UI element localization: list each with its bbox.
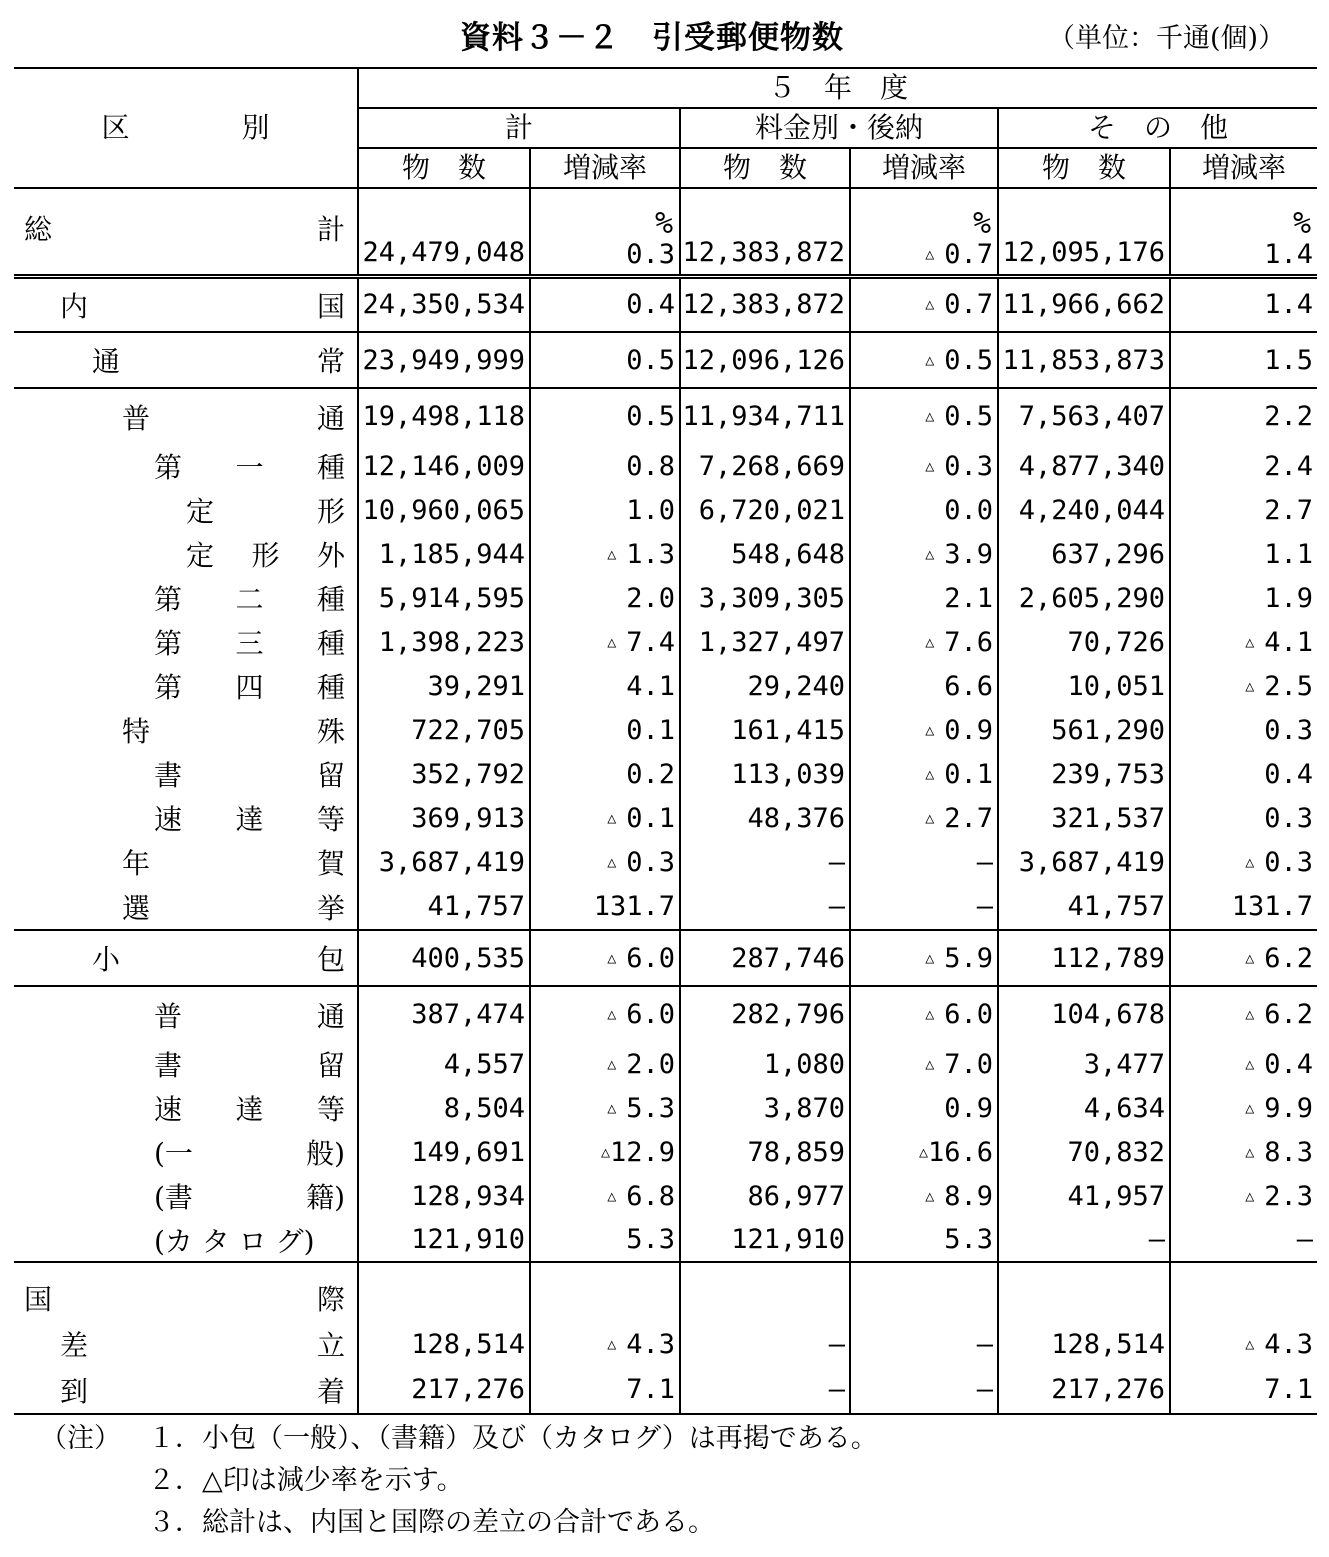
page-title: 資料３－２ 引受郵便物数 [460, 20, 844, 56]
count-cell: 3,687,419 [358, 840, 530, 884]
count-cell [998, 1262, 1170, 1322]
count-cell: 4,634 [998, 1086, 1170, 1130]
count-cell: 48,376 [680, 796, 850, 840]
rate-cell: 1.1 [1264, 538, 1314, 570]
rate-cell: △ 7.6 [850, 620, 998, 664]
rate-cell: 4.1 [530, 664, 680, 708]
rate-cell: △ 0.9 [850, 708, 998, 752]
rate-cell: △ 2.7 [850, 796, 998, 840]
table-row [14, 532, 1317, 576]
table-row [14, 1218, 1317, 1262]
row-label: 速 達 等 [14, 796, 358, 840]
count-cell: 3,309,305 [680, 576, 850, 620]
count-cell: 387,474 [358, 986, 530, 1042]
rate-cell: △ 0.1 [850, 752, 998, 796]
count-cell: 19,498,118 [358, 388, 530, 444]
count-cell: 1,185,944 [358, 532, 530, 576]
count-cell: 5,914,595 [358, 576, 530, 620]
rate-cell: △ 3.9 [850, 532, 998, 576]
rate-cell: △ 0.5 [850, 388, 998, 444]
rate-cell: △ 1.3 [530, 532, 680, 576]
count-cell: 3,870 [680, 1086, 850, 1130]
rate-cell: △ 8.9 [850, 1174, 998, 1218]
rate-cell: 2.4 [1264, 450, 1314, 482]
count-cell: 78,859 [680, 1130, 850, 1174]
note-row [40, 1502, 1300, 1544]
table-row [14, 1174, 1317, 1218]
note-row [40, 1418, 1300, 1460]
rate-cell: △ 0.3 [530, 840, 680, 884]
rate-cell: 131.7 [1231, 891, 1314, 922]
rate-cell: △ 0.4 [1245, 1048, 1314, 1080]
count-cell: 11,934,711 [680, 388, 850, 444]
count-cell: — [680, 1366, 850, 1414]
row-label: 年 賀 [14, 840, 358, 884]
rate-cell: △ 0.7 [850, 276, 998, 332]
rate-cell: 0.0 [850, 488, 998, 532]
rate-cell: △ 6.8 [530, 1174, 680, 1218]
table-row [14, 576, 1317, 620]
count-cell: 12,096,126 [680, 332, 850, 388]
rate-cell: △ 6.2 [1245, 999, 1314, 1030]
rate-cell: △ 9.9 [1245, 1092, 1314, 1124]
count-cell: 287,746 [680, 930, 850, 986]
table-row [14, 388, 1317, 444]
count-cell: 113,039 [680, 752, 850, 796]
note-row [40, 1460, 1300, 1502]
table-row [14, 930, 1317, 986]
row-label: (カ タ ロ グ) [14, 1218, 358, 1262]
rate-cell: 7.1 [1264, 1374, 1314, 1405]
count-cell: 10,051 [998, 664, 1170, 708]
rate-cell: △ 4.3 [530, 1322, 680, 1366]
table-row [14, 796, 1317, 840]
count-cell: 369,913 [358, 796, 530, 840]
rate-cell: △ 8.3 [1245, 1136, 1314, 1168]
rate-cell: 2.2 [1264, 401, 1314, 432]
count-cell: 1,327,497 [680, 620, 850, 664]
rate-cell: 1.0 [530, 488, 680, 532]
rate-cell: 0.5 [530, 332, 680, 388]
table-row [14, 752, 1317, 796]
row-label: 定 形 [14, 488, 358, 532]
rate-cell: % 1.4 [1264, 205, 1314, 270]
rate-cell: 0.4 [530, 276, 680, 332]
count-cell: 4,877,340 [998, 444, 1170, 488]
rate-cell: 0.2 [530, 752, 680, 796]
rate-cell: — [850, 840, 998, 884]
rate-header: 増減率 [1170, 148, 1317, 188]
note-text: １．小包（一般）、（書籍）及び（カタログ）は再掲である。 [148, 1423, 878, 1454]
count-cell: 2,605,290 [998, 576, 1170, 620]
table-row [14, 1262, 1317, 1322]
note-text: ２．△印は減少率を示す。 [148, 1465, 464, 1496]
count-cell: 128,514 [358, 1322, 530, 1366]
count-cell: 282,796 [680, 986, 850, 1042]
rate-cell: 6.6 [850, 664, 998, 708]
count-cell: 70,832 [998, 1130, 1170, 1174]
rate-cell: △ 0.3 [850, 444, 998, 488]
notes [40, 1418, 1300, 1544]
rate-cell: — [850, 884, 998, 930]
rate-cell [850, 1262, 998, 1322]
rate-cell: 2.1 [850, 576, 998, 620]
table-row [14, 1086, 1317, 1130]
rate-cell: △16.6 [850, 1130, 998, 1174]
count-cell [358, 1262, 530, 1322]
count-cell: 217,276 [998, 1366, 1170, 1414]
count-cell: 1,080 [680, 1042, 850, 1086]
count-cell: 41,757 [998, 884, 1170, 930]
count-cell: 8,504 [358, 1086, 530, 1130]
row-label: (書 籍) [14, 1174, 358, 1218]
rate-cell: 0.9 [850, 1086, 998, 1130]
rate-cell: 1.4 [1264, 289, 1314, 321]
rate-cell: 2.7 [1264, 494, 1314, 526]
rate-cell: 0.5 [530, 388, 680, 444]
rate-cell: △ 5.3 [530, 1086, 680, 1130]
rate-cell: △ 0.3 [1245, 846, 1314, 878]
rate-cell: 0.8 [530, 444, 680, 488]
rate-cell: 1.5 [1264, 344, 1314, 376]
row-label: 小 包 [14, 930, 358, 986]
count-cell: 128,514 [998, 1322, 1170, 1366]
count-cell: 12,146,009 [358, 444, 530, 488]
row-label: 内 国 [14, 276, 358, 332]
rate-cell: △ 6.0 [850, 986, 998, 1042]
count-cell: 217,276 [358, 1366, 530, 1414]
count-cell: 4,557 [358, 1042, 530, 1086]
count-cell: 7,563,407 [998, 388, 1170, 444]
row-label: 定 形 外 [14, 532, 358, 576]
count-cell: 128,934 [358, 1174, 530, 1218]
rate-header: 増減率 [530, 148, 680, 188]
count-cell: 12,383,872 [680, 188, 850, 276]
rate-cell: 2.0 [530, 576, 680, 620]
count-cell: 39,291 [358, 664, 530, 708]
rate-cell: △12.9 [530, 1130, 680, 1174]
count-cell: 12,383,872 [680, 276, 850, 332]
count-cell: 29,240 [680, 664, 850, 708]
row-label: (一 般) [14, 1130, 358, 1174]
rate-cell: △ 6.0 [530, 986, 680, 1042]
row-label: 普 通 [14, 986, 358, 1042]
count-cell: 321,537 [998, 796, 1170, 840]
group-bulk-header: 料金別・後納 [680, 108, 998, 148]
category-header: 区 別 [14, 68, 358, 188]
table-row [14, 884, 1317, 930]
rate-cell: △ 7.0 [850, 1042, 998, 1086]
rate-cell: 7.1 [530, 1366, 680, 1414]
rate-cell: 0.4 [1264, 758, 1314, 790]
count-cell: 86,977 [680, 1174, 850, 1218]
count-cell: 548,648 [680, 532, 850, 576]
count-cell: 637,296 [998, 532, 1170, 576]
table-row [14, 840, 1317, 884]
rate-cell: △ 0.1 [530, 796, 680, 840]
count-cell: — [680, 840, 850, 884]
rate-cell: △ 2.5 [1245, 670, 1314, 702]
count-cell: 3,687,419 [998, 840, 1170, 884]
rate-cell: 0.3 [1264, 802, 1314, 834]
row-label: 第 二 種 [14, 576, 358, 620]
row-label: 普 通 [14, 388, 358, 444]
row-label: 書 留 [14, 1042, 358, 1086]
rate-cell: △ 7.4 [530, 620, 680, 664]
count-cell: 6,720,021 [680, 488, 850, 532]
row-label: 第 四 種 [14, 664, 358, 708]
rate-cell: △ 0.5 [850, 332, 998, 388]
table-row [14, 332, 1317, 388]
table-row [14, 1042, 1317, 1086]
row-label: 到 着 [14, 1366, 358, 1414]
count-cell: — [680, 1322, 850, 1366]
row-label: 選 挙 [14, 884, 358, 930]
rate-cell: △ 4.1 [1245, 626, 1314, 658]
table-row [14, 1130, 1317, 1174]
count-cell: 4,240,044 [998, 488, 1170, 532]
count-cell: 12,095,176 [998, 188, 1170, 276]
count-cell: 24,479,048 [358, 188, 530, 276]
mail-volume-table [14, 67, 1317, 1415]
count-cell: 10,960,065 [358, 488, 530, 532]
count-cell: 41,957 [998, 1174, 1170, 1218]
count-cell: 352,792 [358, 752, 530, 796]
table-row [14, 188, 1317, 276]
rate-cell: 5.3 [850, 1218, 998, 1262]
rate-cell: 0.1 [530, 708, 680, 752]
rate-cell: △ 5.9 [850, 930, 998, 986]
rate-cell: 5.3 [530, 1218, 680, 1262]
rate-cell [530, 1262, 680, 1322]
count-cell: — [680, 884, 850, 930]
table-row [14, 986, 1317, 1042]
row-label: 差 立 [14, 1322, 358, 1366]
rate-cell: 131.7 [530, 884, 680, 930]
table-row [14, 1366, 1317, 1414]
count-cell: 121,910 [358, 1218, 530, 1262]
count-cell: 11,966,662 [998, 276, 1170, 332]
rate-cell: % 0.3 [530, 188, 680, 276]
rate-cell: 0.3 [1264, 714, 1314, 746]
note-text: ３．総計は、内国と国際の差立の合計である。 [148, 1507, 715, 1538]
count-cell: 104,678 [998, 986, 1170, 1042]
count-cell: 121,910 [680, 1218, 850, 1262]
rate-cell: △ 2.3 [1245, 1180, 1314, 1212]
count-cell: 722,705 [358, 708, 530, 752]
row-label: 通 常 [14, 332, 358, 388]
fiscal-year-header: ５ 年 度 [358, 68, 1317, 108]
rate-cell: 1.9 [1264, 582, 1314, 614]
rate-header: 増減率 [850, 148, 998, 188]
row-label: 総 計 [14, 188, 358, 276]
row-label: 第 一 種 [14, 444, 358, 488]
group-total-header: 計 [358, 108, 680, 148]
rate-cell: — [850, 1322, 998, 1366]
count-header: 物 数 [998, 148, 1170, 188]
rate-cell: △ 6.2 [1245, 942, 1314, 974]
table-row [14, 1322, 1317, 1366]
note-tag: （注） [40, 1423, 121, 1454]
table-row [14, 664, 1317, 708]
count-cell: 161,415 [680, 708, 850, 752]
count-header: 物 数 [680, 148, 850, 188]
row-label: 書 留 [14, 752, 358, 796]
rate-cell: — [1296, 1224, 1314, 1255]
count-cell: 400,535 [358, 930, 530, 986]
table-row [14, 444, 1317, 488]
count-header: 物 数 [358, 148, 530, 188]
count-cell: 239,753 [998, 752, 1170, 796]
rate-cell: % △ 0.7 [850, 188, 998, 276]
rate-cell: △ 2.0 [530, 1042, 680, 1086]
table-row [14, 488, 1317, 532]
table-row [14, 620, 1317, 664]
count-cell: 23,949,999 [358, 332, 530, 388]
unit-label: （単位：千通(個)） [1048, 23, 1286, 54]
count-cell: 1,398,223 [358, 620, 530, 664]
group-other-header: そ の 他 [998, 108, 1317, 148]
rate-cell: — [850, 1366, 998, 1414]
row-label: 国 際 [14, 1262, 358, 1322]
count-cell: 149,691 [358, 1130, 530, 1174]
count-cell [680, 1262, 850, 1322]
count-cell: 7,268,669 [680, 444, 850, 488]
count-cell: 561,290 [998, 708, 1170, 752]
title-bar [0, 10, 1329, 56]
count-cell: 112,789 [998, 930, 1170, 986]
table-row [14, 276, 1317, 332]
count-cell: 11,853,873 [998, 332, 1170, 388]
rate-cell: △ 6.0 [530, 930, 680, 986]
rate-cell: △ 4.3 [1245, 1328, 1314, 1360]
rate-cell [1170, 1262, 1317, 1322]
row-label: 特 殊 [14, 708, 358, 752]
count-cell: 3,477 [998, 1042, 1170, 1086]
table-row [14, 708, 1317, 752]
count-cell: 24,350,534 [358, 276, 530, 332]
row-label: 第 三 種 [14, 620, 358, 664]
count-cell: 70,726 [998, 620, 1170, 664]
row-label: 速 達 等 [14, 1086, 358, 1130]
count-cell: 41,757 [358, 884, 530, 930]
count-cell: — [998, 1218, 1170, 1262]
